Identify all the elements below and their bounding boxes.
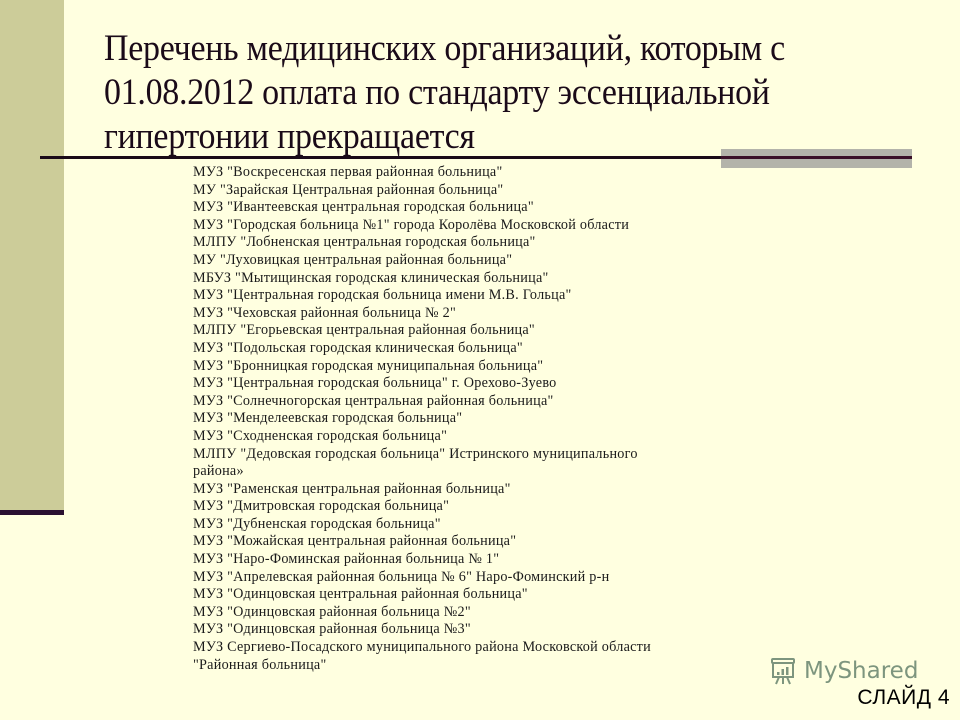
list-item: МЛПУ "Лобненская центральная городская больница" [193,234,536,251]
list-item: МУЗ "Чеховская районная больница № 2" [193,304,457,321]
list-item: МУ "Зарайская Центральная районная больница" [193,181,504,198]
left-band-underline [0,510,64,515]
list-item: МУЗ "Городская больница №1" города Королёва Московской области [193,216,630,233]
list-item: МУЗ "Солнечногорская центральная районная больница" [193,392,554,409]
myshared-watermark[interactable] [768,656,918,686]
title-line: гипертонии прекращается [104,115,475,156]
list-item-continuation: района» [193,463,244,480]
left-decorative-band [0,0,64,512]
list-item: МУЗ "Дубненская городская больница" [193,515,441,532]
list-item: МУЗ "Менделеевская городская больница" [193,410,463,427]
accent-rule-overlay [721,156,912,159]
list-item: МУЗ "Ивантеевская центральная городская больница" [193,199,534,216]
list-item: МУЗ "Центральная городская больница" г. Орехово-Зуево [193,375,557,392]
list-item: МУЗ "Сходненская городская больница" [193,427,448,444]
list-item: МУЗ "Центральная городская больница имени М.В. Гольца" [193,287,572,304]
presentation-board-icon [768,656,798,686]
list-item: МУЗ "Дмитровская городская больница" [193,498,450,515]
list-item: МУЗ "Воскресенская первая районная больница" [193,164,503,180]
list-item: МУЗ "Апрелевская районная больница № 6" Наро-Фоминский р-н [193,568,610,585]
list-item: МУЗ "Одинцовская районная больница №2" [193,603,471,620]
organization-list [193,164,651,674]
list-item: МБУЗ "Мытищинская городская клиническая больница" [193,269,549,286]
list-item: МУЗ "Одинцовская районная больница №3" [193,621,471,638]
list-item: МУЗ "Раменская центральная районная больница" [193,480,511,497]
slide-title [104,26,848,158]
title-line: 01.08.2012 оплата по стандарту эссенциальной [104,71,770,112]
list-item: МУЗ "Бронницкая городская муниципальная больница" [193,357,544,374]
list-item: МЛПУ "Егорьевская центральная районная больница" [193,322,535,339]
list-item: МУЗ Сергиево-Посадского муниципального района Московской области [193,639,651,656]
watermark-text: MyShared [804,658,919,684]
list-item: МУЗ "Наро-Фоминская районная больница № 1" [193,551,500,568]
list-item: МУ "Луховицкая центральная районная больница" [193,251,513,268]
list-item-continuation: "Районная больница" [193,656,327,673]
list-item: МУЗ "Подольская городская клиническая больница" [193,339,523,356]
slide-number: СЛАЙД 4 [857,686,950,709]
list-item: МУЗ "Одинцовская центральная районная больница" [193,586,528,603]
list-item: МЛПУ "Дедовская городская больница" Истринского муниципального [193,445,638,462]
title-line: Перечень медицинских организаций, которым с [104,27,785,68]
list-item: МУЗ "Можайская центральная районная больница" [193,533,517,550]
